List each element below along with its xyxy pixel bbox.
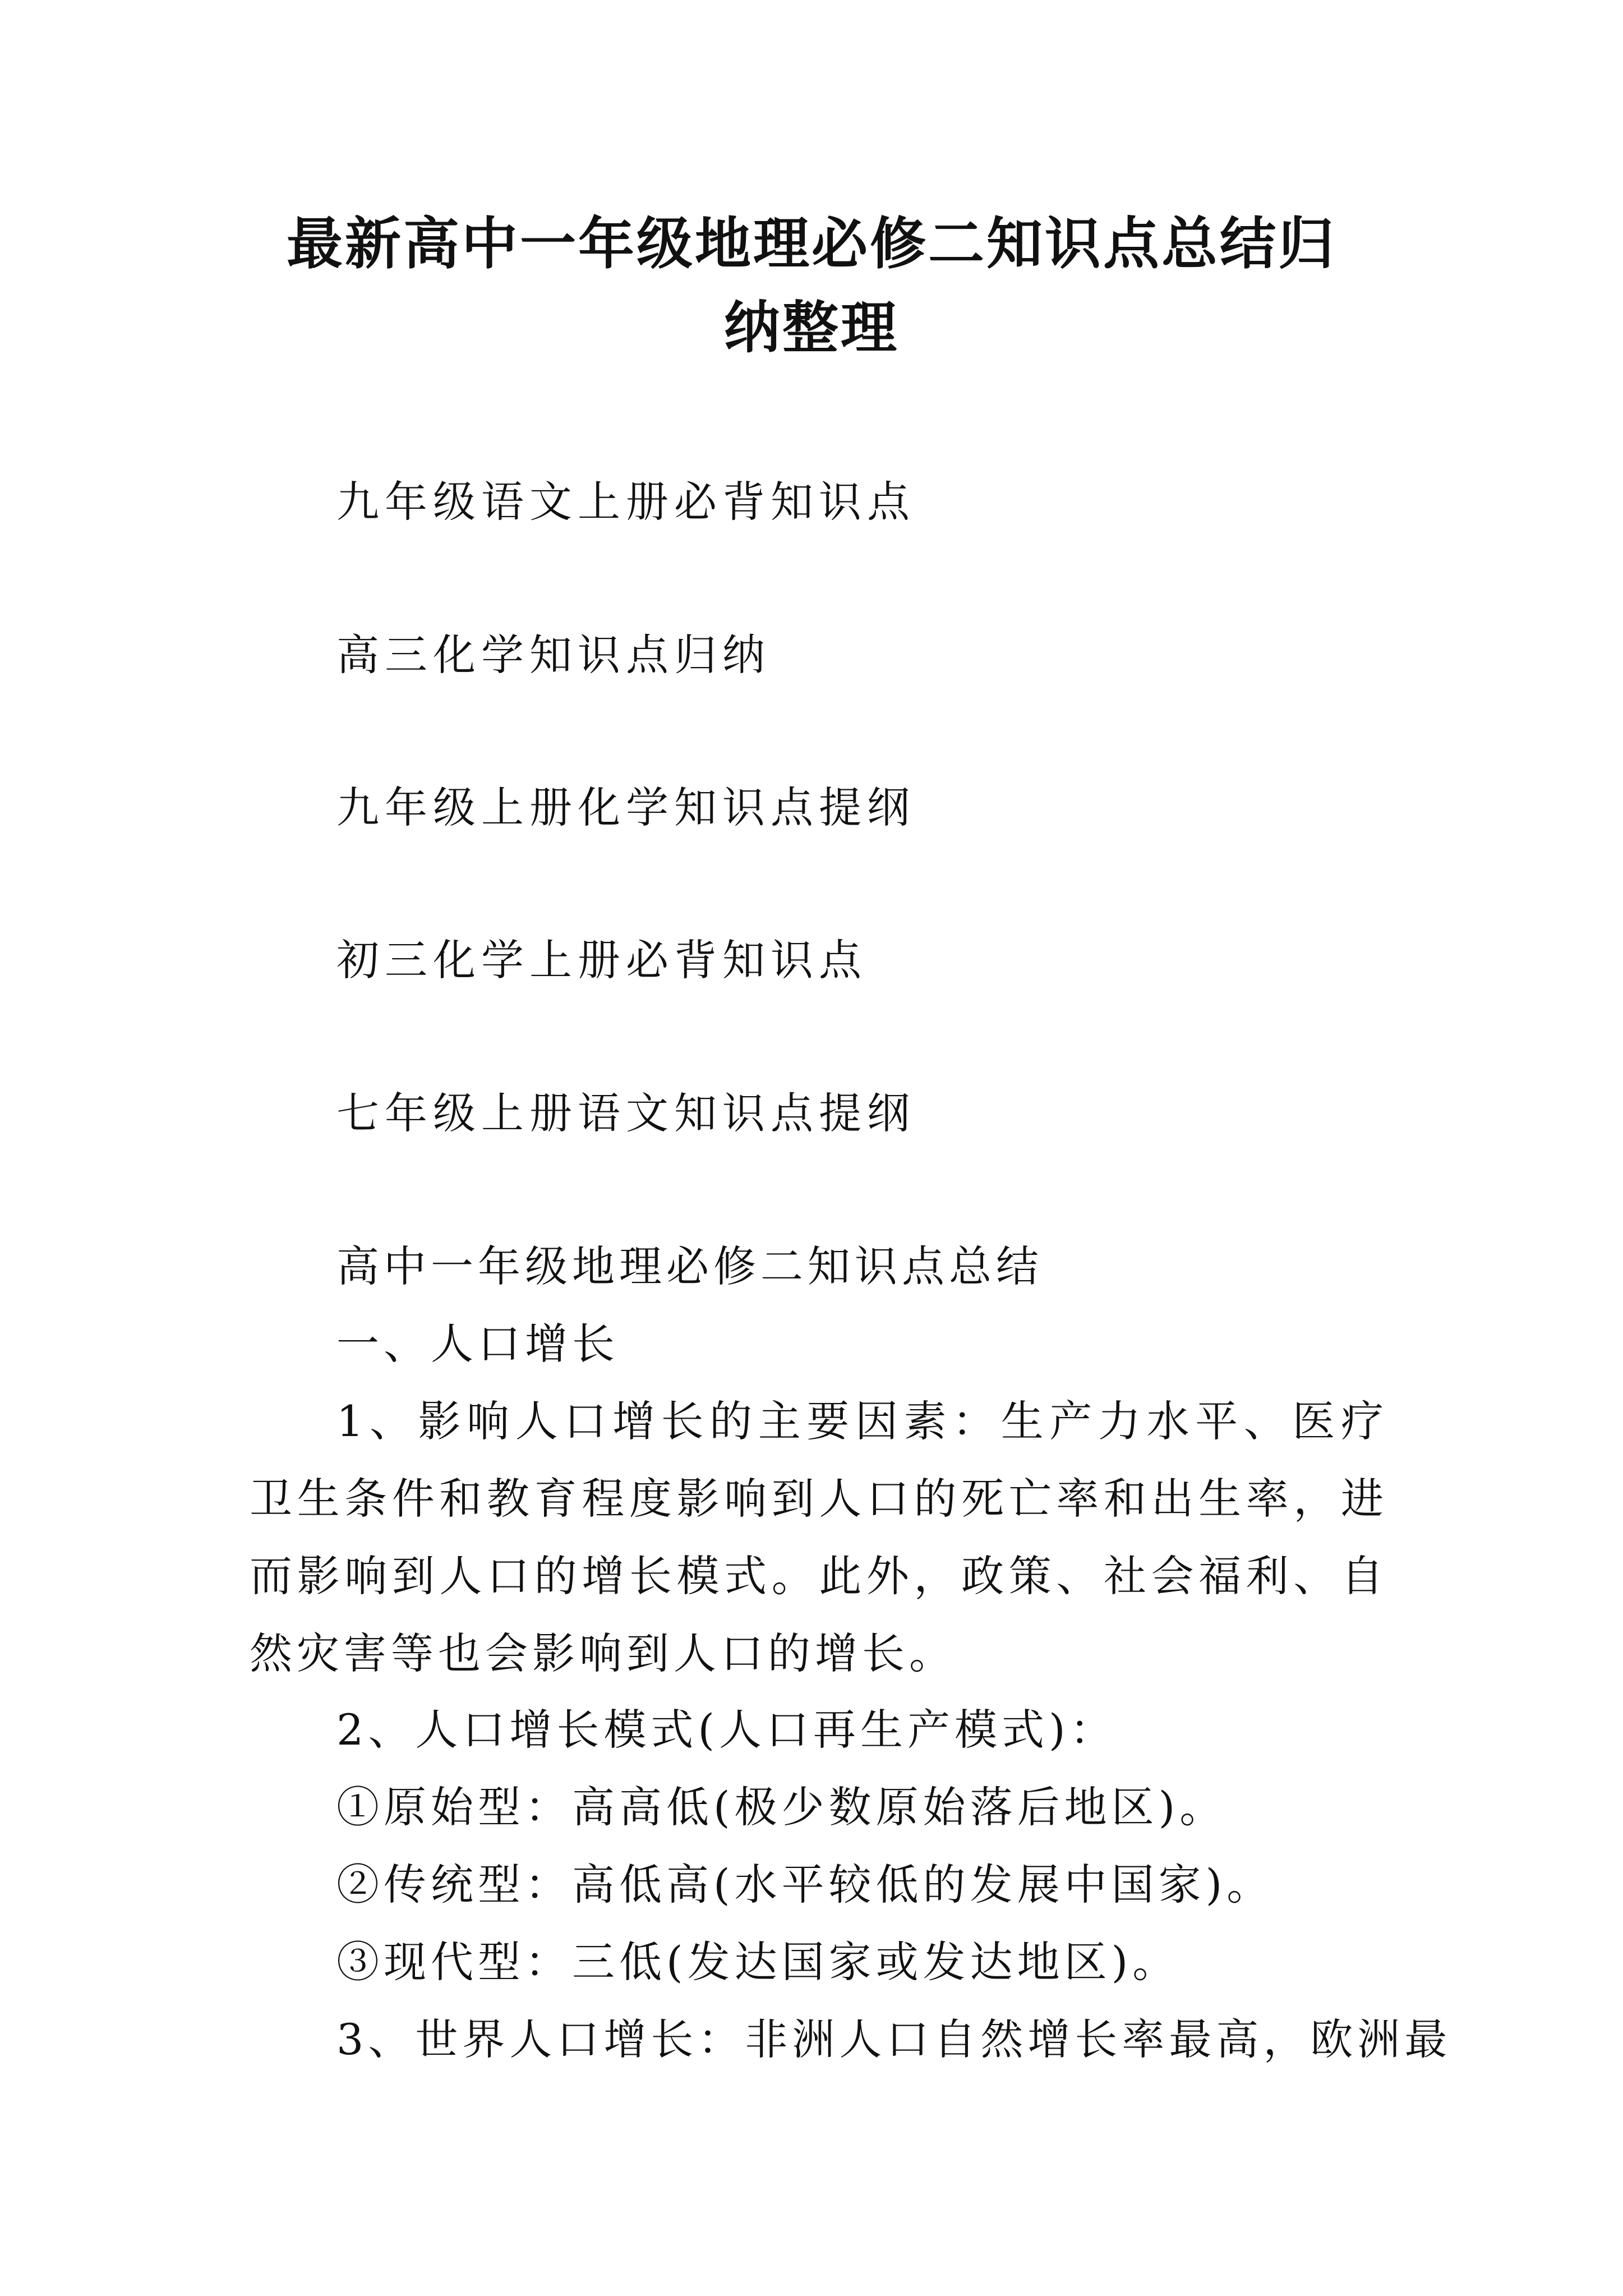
related-link-2[interactable]: 高三化学知识点归纳 <box>336 630 771 680</box>
section-heading: 高中一年级地理必修二知识点总结 <box>336 1241 1043 1291</box>
paragraph-item-2: 2、人口增长模式(人口再生产模式)： <box>336 1705 1117 1755</box>
related-link-4[interactable]: 初三化学上册必背知识点 <box>336 935 867 985</box>
paragraph-item-3: 3、世界人口增长：非洲人口自然增长率最高，欧洲最 <box>336 2014 1452 2064</box>
chapter-heading: 一、人口增长 <box>336 1319 619 1369</box>
related-link-3[interactable]: 九年级上册化学知识点提纲 <box>336 783 915 832</box>
list-item-original-type: ①原始型：高高低(极少数原始落后地区)。 <box>336 1782 1227 1832</box>
related-link-5[interactable]: 七年级上册语文知识点提纲 <box>336 1088 915 1138</box>
related-link-1[interactable]: 九年级语文上册必背知识点 <box>336 477 915 527</box>
list-item-traditional-type: ②传统型：高低高(水平较低的发展中国家)。 <box>336 1860 1274 1910</box>
document-title-line-1: 最新高中一年级地理必修二知识点总结归 <box>287 211 1336 277</box>
list-item-modern-type: ③现代型：三低(发达国家或发达地区)。 <box>336 1937 1180 1987</box>
document-title-line-2: 纳整理 <box>724 295 899 361</box>
paragraph-item-1: 1、影响人口增长的主要因素：生产力水平、医疗卫生条件和教育程度影响到人口的死亡率和出生率，进而影响到人口的增长模式。此外，政策、社会福利、自然灾害等也会影响到人口的增长。 <box>250 1396 1388 1678</box>
